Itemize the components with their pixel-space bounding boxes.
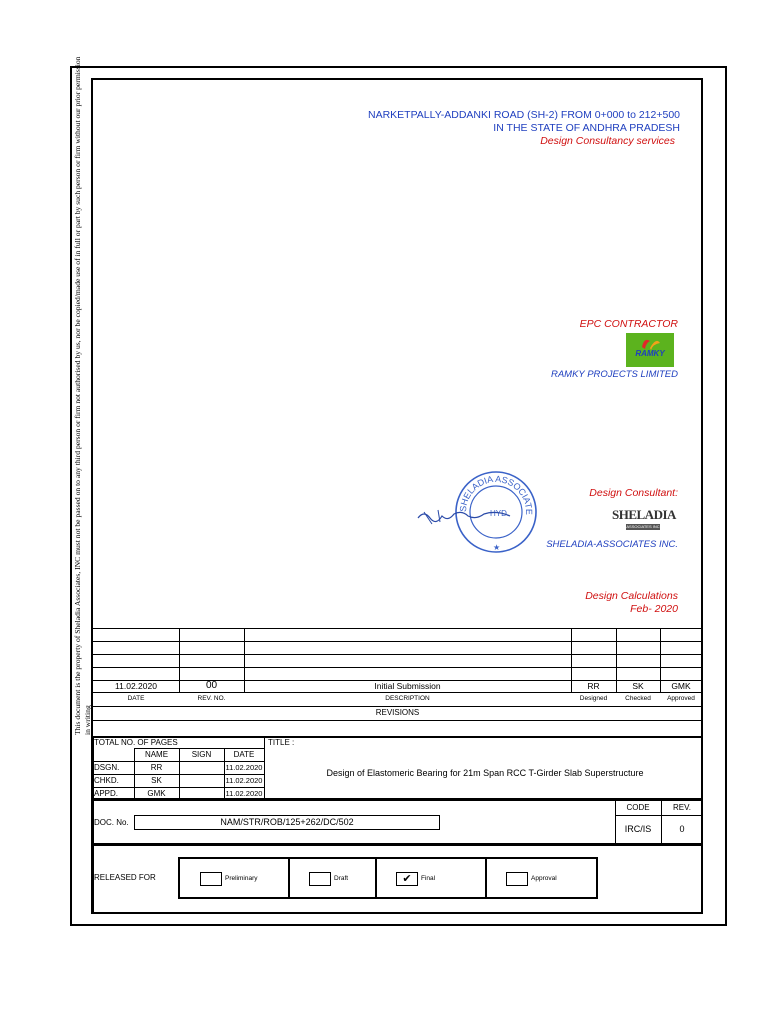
rev-checked: SK (632, 681, 644, 691)
sheladia-logo-text: SHELADIA (612, 507, 676, 522)
released-label: RELEASED FOR (94, 873, 156, 882)
stamp-seal-icon (410, 470, 550, 560)
rev-approved: GMK (671, 681, 691, 691)
doc-no-label: DOC. No. (94, 818, 129, 827)
svg-text:★: ★ (493, 543, 501, 552)
project-line-2: IN THE STATE OF ANDHRA PRADESH (493, 122, 680, 134)
copyright-side-note: This document is the property of Sheladia Associates, INC must not be passed on to any third person or firm not authorised by us, nor be copied/made use of in full or part by such person or firm without our prior permission in writing (73, 56, 92, 735)
col-date: DATE (233, 750, 255, 759)
doc-number-field: NAM/STR/ROB/125+262/DC/502 (134, 815, 440, 830)
header-approved: Approved (667, 695, 695, 702)
sheladia-logo-sub: ASSOCIATES INC (626, 524, 660, 529)
document-title: Design of Elastomeric Bearing for 21m Span RCC T-Girder Slab Superstructure (326, 768, 644, 778)
approval-label: Approval (531, 875, 557, 882)
revisions-table (93, 628, 702, 735)
svg-text:HYD.: HYD. (490, 509, 510, 518)
contractor-name: RAMKY PROJECTS LIMITED (550, 369, 678, 380)
consultant-name: SHELADIA-ASSOCIATES INC. (546, 539, 678, 550)
role-chkd: CHKD. (94, 776, 119, 785)
preliminary-checkbox[interactable] (200, 872, 222, 886)
col-sign: SIGN (191, 750, 212, 759)
header-rev-no: REV. NO. (197, 695, 226, 702)
role-appd: APPD. (94, 789, 119, 798)
rev-number: 00 (205, 680, 218, 691)
preliminary-label: Preliminary (225, 875, 258, 882)
project-line-1: NARKETPALLY-ADDANKI ROAD (SH-2) FROM 0+000 to 212+500 (367, 109, 680, 121)
date-appd: 11.02.2020 (225, 789, 263, 798)
name-chkd: SK (151, 776, 162, 785)
contractor-heading: EPC CONTRACTOR (579, 318, 678, 330)
header-date: DATE (127, 695, 145, 702)
col-name: NAME (144, 750, 169, 759)
ramky-logo (626, 333, 674, 367)
role-dsgn: DSGN. (94, 763, 120, 772)
company-stamp (410, 470, 550, 560)
rev-description: Initial Submission (374, 681, 441, 691)
services-text: Design Consultancy services (540, 135, 675, 147)
header-description: DESCRIPTION (385, 695, 430, 702)
date-chkd: 11.02.2020 (225, 776, 263, 785)
rev-label: REV. (673, 803, 691, 812)
ramky-logo-text: RAMKY (635, 349, 665, 358)
draft-checkbox[interactable] (309, 872, 331, 886)
draft-label: Draft (334, 875, 349, 882)
date-dsgn: 11.02.2020 (225, 763, 263, 772)
name-dsgn: RR (150, 763, 163, 772)
consultant-heading: Design Consultant: (589, 487, 678, 499)
code-label: CODE (626, 803, 650, 812)
header-checked: Checked (625, 695, 651, 702)
rev-designed: RR (587, 681, 600, 691)
name-appd: GMK (147, 789, 166, 798)
total-pages-label: TOTAL NO. OF PAGES (94, 738, 178, 747)
header-designed: Designed (579, 695, 608, 702)
code-value: IRC/IS (624, 824, 652, 834)
title-label: TITLE : (268, 738, 295, 747)
sheladia-logo (612, 507, 674, 541)
rev-date: 11.02.2020 (115, 681, 157, 691)
document-date: Feb- 2020 (630, 603, 678, 615)
revisions-caption: REVISIONS (375, 708, 420, 717)
svg-text:SHELADIA ASSOCIATES INC.: SHELADIA ASSOCIATE (457, 473, 535, 515)
approval-checkbox[interactable] (506, 872, 528, 886)
final-checkbox[interactable]: ✔ (396, 872, 418, 886)
final-label: Final (421, 875, 436, 882)
rev-value: 0 (679, 824, 685, 834)
document-type: Design Calculations (585, 590, 678, 602)
